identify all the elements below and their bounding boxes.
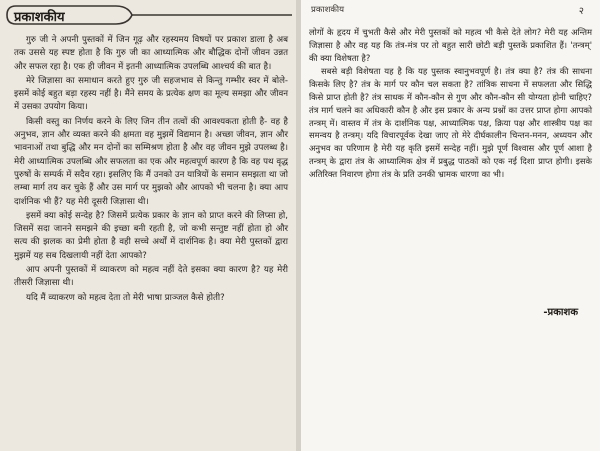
page-title: प्रकाशकीय xyxy=(14,10,65,25)
publisher-signature: -प्रकाशक xyxy=(543,307,578,318)
paragraph: मेरे जिज्ञासा का समाधान करते हुए गुरु जी सहजभाव से किन्तु गम्भीर स्वर में बोले- इसमें कोई बहुत बड़ा रहस्य नहीं है। मैंने समय के प्रत्येक क्षण का मूल्य समझा और जीवन में उसका उपयोग किया। xyxy=(14,75,288,113)
right-page xyxy=(301,0,600,451)
left-page xyxy=(0,0,296,451)
heading-banner xyxy=(4,3,294,27)
paragraph: आप अपनी पुस्तकों में व्याकरण को महत्व नहीं देते इसका क्या कारण है? यह मेरी तीसरी जिज्ञासा थी। xyxy=(14,265,288,289)
paragraph: इसमें क्या कोई सन्देह है? जिसमें प्रत्येक प्रकार के ज्ञान को प्राप्त करने की लिप्सा हो, जिसमें सदा जानने समझने की इच्छा बनी रहती है, जो कभी सन्तुष्ट नहीं होता हो और सत्य की झलक का प्रेमी होता है वही सच्चे अर्थों में दार्शनिक है। क्या मेरी पुस्तकों द्वारा मुझमें यह सब दिखलायी नहीं देता आपको? xyxy=(14,210,288,261)
page-number: २ xyxy=(578,6,584,17)
paragraph: किसी वस्तु का निर्णय करने के लिए जिन तीन तत्वों की आवश्यकता होती है- वह है अनुभव, ज्ञान और व्यक्त करने की क्षमता वह मुझमें विद्यमान है। अच्छा जीवन, ज्ञान और भावनाओं तथा बुद्धि और मन दोनों का सम्मिश्रण होता है और वह जीवन मुझे उपलब्ध है। मेरी आध्यात्मिक उपलब्धि और सफलता का एक और महत्वपूर्ण कारण है कि वह पथ वृद्ध पुरुषों के सम्पर्क में सदैव रहा। इसलिए कि मैं उनको उन यात्रियों के समान समझता था जो लम्बा मार्ग तय कर चुके हैं और उस मार्ग पर मुझको और आपको भी चलना है। क्या आप दार्शनिक भी हैं? यह मेरी दूसरी जिज्ञासा थी। xyxy=(14,116,288,207)
paragraph: यदि मैं व्याकरण को महत्व देता तो मेरी भाषा प्राञ्जल कैसे होती? xyxy=(26,292,225,303)
running-title: प्रकाशकीय xyxy=(311,5,345,15)
paragraph: गुरु जी ने अपनी पुस्तकों में जिन गूढ़ और रहस्यमय विषयों पर प्रकाश डाला है अब तक उससे यह स्पष्ट होता है कि गुरु जी का आध्यात्मिक और बौद्धिक दोनों जीवन उन्नत और सफल रहा है। एक ही जीवन में इतनी आध्यात्मिक उपलब्धि आश्चर्य की बात है। xyxy=(14,35,288,72)
paragraph: लोगों के हृदय में चुभती कैसे और मेरी पुस्तकों को महत्व भी कैसे देते लोग? मेरी यह अन्तिम जिज्ञासा है और वह यह कि तंत्र-मंत्र पर तो बहुत सारी छोटी बड़ी पुस्तकें प्रकाशित हैं। 'तन्त्रम्' की क्या विशेषता है? xyxy=(309,27,592,63)
paragraph: सबसे बड़ी विशेषता यह है कि यह पुस्तक स्वानुभवपूर्ण है। तंत्र क्या है? तंत्र की साधना किसके लिए है? तंत्र के मार्ग पर कौन चल सकता है? तांत्रिक साधना में सफलता और सिद्धि किसे प्राप्त होती है? तंत्र साधक में कौन-कौन से गुण और कौन-कौन सी योग्यता होनी चाहिए? तंत्र मार्ग चलने का अधिकारी कौन है और इस प्रकार के अन्य प्रश्नों का उत्तर प्राप्त होगा आपको तन्त्रम् में। वास्तव में तंत्र के दार्शनिक पक्ष, आध्यात्मिक पक्ष, क्रिया पक्ष और शास्त्रीय पक्ष का समन्वय है तन्त्रम्। यदि विचारपूर्वक देखा जाए तो मेरे दीर्घकालीन चिन्तन-मनन, अध्ययन और अनुभव का परिणाम है मेरी यह कृति इसमें सन्देह नहीं। मुझे पूर्ण विश्वास और पूर्ण आशा है तन्त्रम् के द्वारा तंत्र के आध्यात्मिक क्षेत्र में प्रबुद्ध पाठकों को एक नई दिशा प्राप्त होगी। इसके अतिरिक्त निवारण होगा तंत्र के प्रति उनकी भ्रामक धारणा का भी। xyxy=(309,66,592,179)
